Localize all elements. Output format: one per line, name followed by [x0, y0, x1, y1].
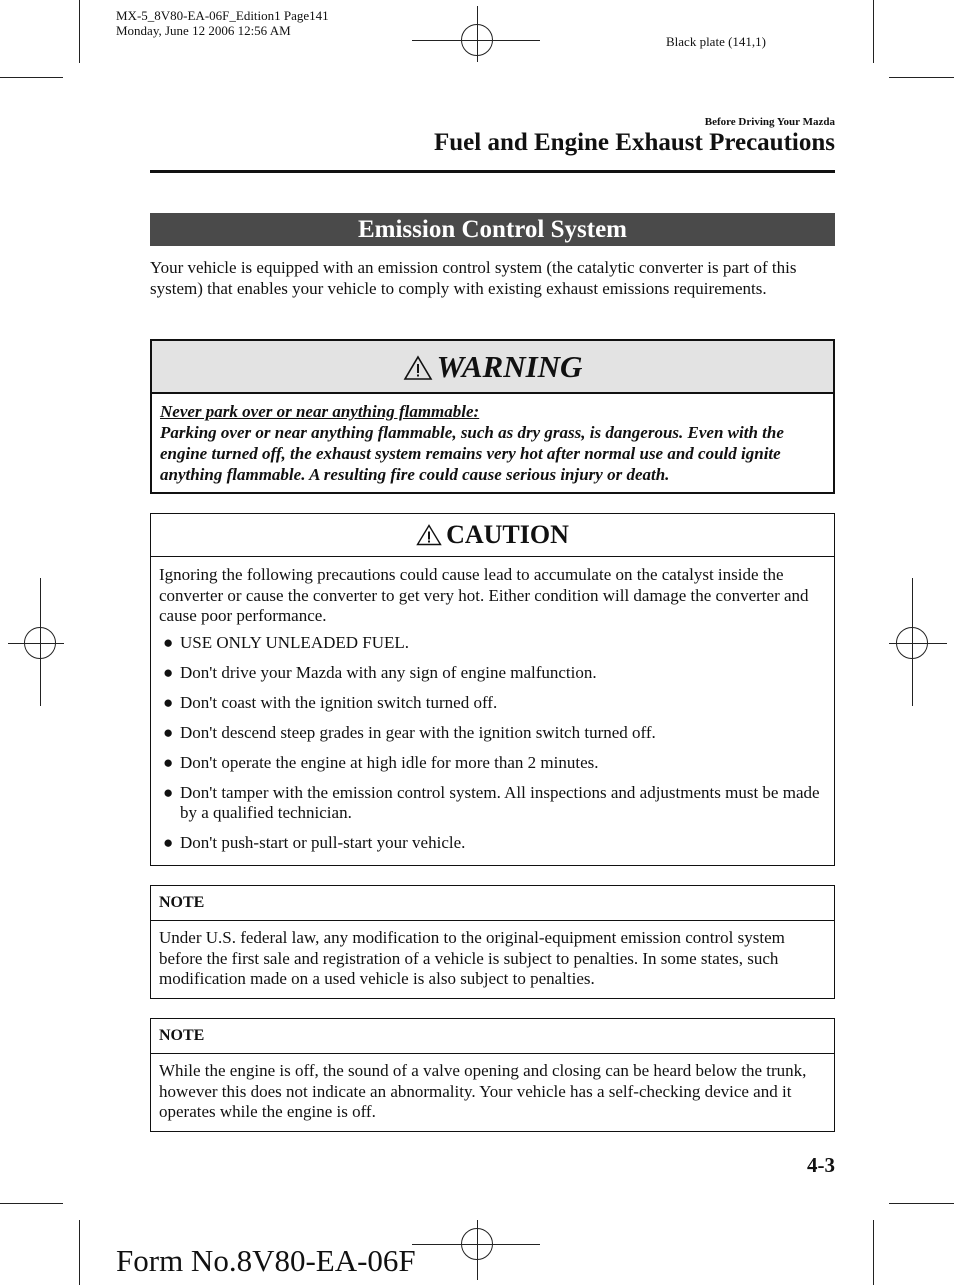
caution-label: CAUTION: [446, 520, 569, 549]
warning-triangle-icon: [416, 524, 442, 546]
caution-intro: Ignoring the following precautions could cause lead to accumulate on the catalyst inside the converter or cause the converter to get very hot. Either condition will damage the converter and cause poor performance.: [159, 565, 809, 625]
bullet-icon: ●: [163, 782, 174, 802]
page-number: 4-3: [807, 1153, 835, 1177]
registration-mark-icon: [461, 24, 493, 56]
section-label: Before Driving Your Mazda: [704, 116, 835, 128]
note-box-federal: [150, 885, 835, 999]
emission-heading: Emission Control System: [150, 213, 835, 246]
warning-body: [152, 394, 833, 485]
list-item: ● Don't coast with the ignition switch turned off.: [163, 692, 498, 712]
print-file-line: MX-5_8V80-EA-06F_Edition1 Page141: [116, 8, 329, 23]
bullet-icon: ●: [163, 662, 174, 682]
bullet-icon: ●: [163, 752, 174, 772]
list-item: ● Don't push-start or pull-start your vehicle.: [163, 833, 466, 852]
list-item: ● Don't operate the engine at high idle for more than 2 minutes.: [163, 752, 599, 772]
caution-body: [151, 557, 834, 854]
note-label: NOTE: [151, 1019, 834, 1054]
list-item: ● Don't drive your Mazda with any sign of engine malfunction.: [163, 662, 597, 682]
warning-text: Parking over or near anything flammable, such as dry grass, is dangerous. Even with the engine turned off, the exhaust system remains very hot after normal use and could ignite anything flammable. A resulting fire could cause serious injury or death.: [160, 423, 784, 484]
bullet-icon: ●: [163, 833, 174, 852]
warning-box: [150, 339, 835, 494]
registration-mark-icon: [24, 627, 56, 659]
caution-header: [151, 514, 834, 557]
registration-mark-icon: [896, 627, 928, 659]
page-title: Fuel and Engine Exhaust Precautions: [433, 129, 835, 156]
caution-list: [159, 633, 826, 854]
note-label: NOTE: [151, 886, 834, 921]
list-item: ● USE ONLY UNLEADED FUEL.: [163, 632, 410, 652]
warning-triangle-icon: [403, 355, 433, 381]
warning-subtitle: Never park over or near anything flammable:: [160, 402, 480, 421]
bullet-icon: ●: [163, 692, 174, 712]
black-plate-label: Black plate (141,1): [666, 34, 766, 49]
warning-header: [152, 341, 833, 394]
form-number: Form No.8V80-EA-06F: [116, 1243, 416, 1278]
bullet-icon: ●: [163, 632, 174, 652]
registration-mark-icon: [461, 1228, 493, 1260]
list-item: ● Don't descend steep grades in gear with the ignition switch turned off.: [163, 722, 656, 742]
title-rule: [150, 170, 835, 173]
caution-box: [150, 513, 835, 866]
warning-label: WARNING: [436, 349, 583, 384]
print-date-line: Monday, June 12 2006 12:56 AM: [116, 23, 291, 38]
note-text: Under U.S. federal law, any modification to the original-equipment emission control system before the first sale and registration of a vehicle is subject to penalties. In some states, such modification made on a used vehicle is also subject to penalties.: [159, 928, 785, 988]
list-item: ● Don't tamper with the emission control system. All inspections and adjustments must be made by a qualified technician.: [163, 782, 820, 822]
note-box-valve: [150, 1018, 835, 1132]
bullet-icon: ●: [163, 722, 174, 742]
note-text: While the engine is off, the sound of a valve opening and closing can be heard below the trunk, however this does not indicate an abnormality. Your vehicle has a self-checking device and it operates while the engine is off.: [159, 1061, 807, 1121]
emission-intro: Your vehicle is equipped with an emission control system (the catalytic converter is part of this system) that enables your vehicle to comply with existing exhaust emissions requirements.: [150, 258, 797, 298]
